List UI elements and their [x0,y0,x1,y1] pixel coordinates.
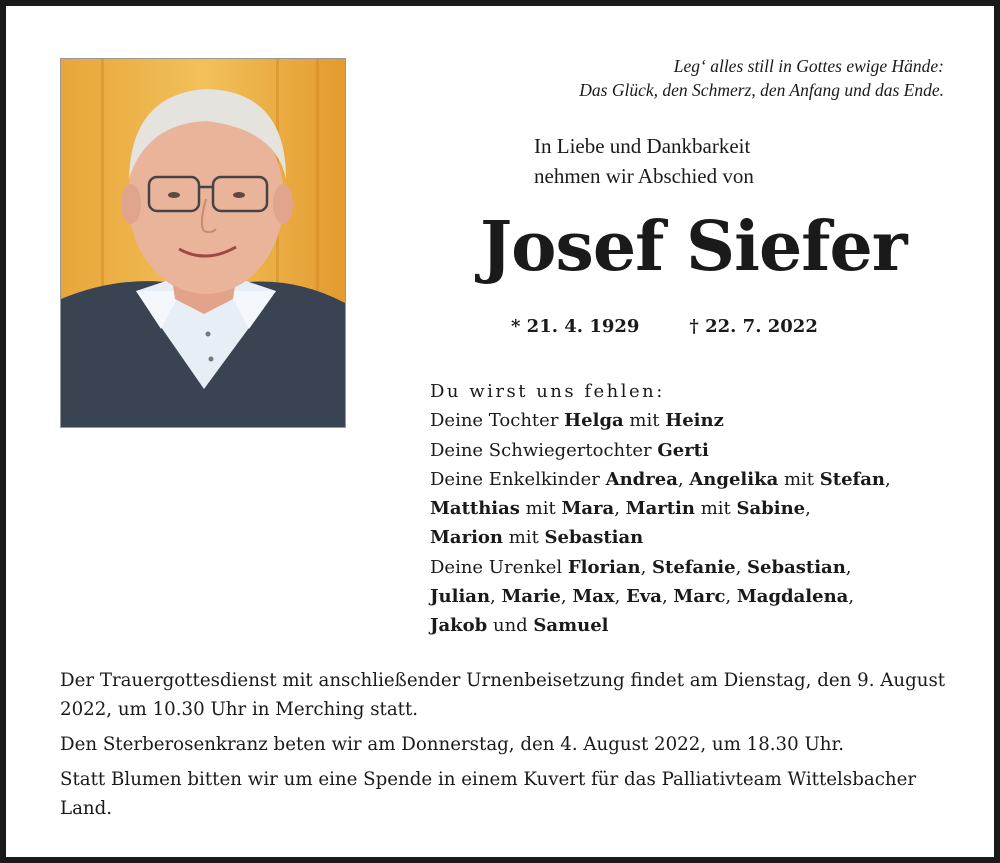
family-member-name: Magdalena [736,586,849,608]
family-text: mit [519,498,562,520]
family-text: , [560,586,573,608]
family-member-name: Sebastian [544,527,644,549]
family-line [430,553,975,582]
family-member-name: Andrea [605,468,678,490]
family-text: Deine Tochter [430,410,565,432]
family-member-name: Eva [626,586,662,608]
family-line [430,582,975,611]
family-text: , [805,498,811,520]
family-member-name: Matthias [430,498,520,520]
family-member-name: Heinz [665,410,724,432]
family-text: mit [503,527,545,549]
family-member-name: Marie [501,586,561,608]
family-text: mit [694,498,737,520]
family-member-name: Max [572,586,615,608]
family-text: , [848,586,855,608]
family-text: , [845,556,852,578]
family-list [430,377,975,641]
family-member-name: Julian [430,586,491,608]
family-member-name: Samuel [533,615,609,637]
intro-line-2: nehmen wir Abschied von [534,164,754,188]
family-text: , [661,586,674,608]
family-text: , [677,468,690,490]
family-member-name: Stefanie [652,556,736,578]
family-text: , [885,468,891,490]
family-member-name: Martin [625,498,695,520]
funeral-notice: Der Trauergottesdienst mit anschließender Urnenbeisetzung findet am Dienstag, den 9. August 2022, um 10.30 Uhr in Merching statt. [60,670,946,720]
family-line [430,611,975,640]
family-text: , [735,556,748,578]
family-text: , [614,498,626,520]
family-text: , [725,586,737,608]
family-text: und [487,615,534,637]
family-text: mit [623,410,666,432]
life-dates [511,313,818,341]
family-text: Deine Schwiegertochter [430,439,658,461]
family-text: , [640,556,653,578]
family-line [430,494,975,523]
family-text: , [614,586,627,608]
rosary-notice: Den Sterberosenkranz beten wir am Donnerstag, den 4. August 2022, um 18.30 Uhr. [60,734,844,755]
family-member-name: Marion [430,527,504,549]
birth-date: * 21. 4. 1929 [511,316,640,337]
motto-verse [579,54,944,102]
family-member-name: Helga [564,410,624,432]
family-member-name: Jakob [430,615,488,637]
family-member-name: Stefan [819,468,886,490]
family-member-name: Florian [567,556,641,578]
deceased-name: Josef Siefer [480,207,907,287]
family-member-name: Mara [561,498,615,520]
family-member-name: Angelika [689,468,779,490]
death-date: † 22. 7. 2022 [689,316,818,337]
family-member-name: Sabine [736,498,806,520]
family-line [430,436,975,465]
family-line [430,406,975,435]
motto-line-1: Leg‘ alles still in Gottes ewige Hände: [673,56,944,76]
family-line [430,523,975,552]
intro-line-1: In Liebe und Dankbarkeit [534,134,751,158]
family-member-name: Gerti [657,439,709,461]
family-line [430,465,975,494]
family-text: , [490,586,502,608]
family-text: mit [778,468,820,490]
donation-notice: Statt Blumen bitten wir um eine Spende in einem Kuvert für das Palliativteam Wittelsbacher Land. [60,769,917,819]
family-text: Deine Urenkel [430,556,568,578]
motto-line-2: Das Glück, den Schmerz, den Anfang und das Ende. [579,80,944,100]
family-text: Deine Enkelkinder [430,468,606,490]
family-lead: Du wirst uns fehlen: [430,381,665,402]
intro-text [534,131,754,191]
family-member-name: Marc [673,586,726,608]
family-member-name: Sebastian [747,556,846,578]
portrait-photo [60,58,346,428]
service-notice [60,666,960,829]
family-lines [430,406,975,640]
